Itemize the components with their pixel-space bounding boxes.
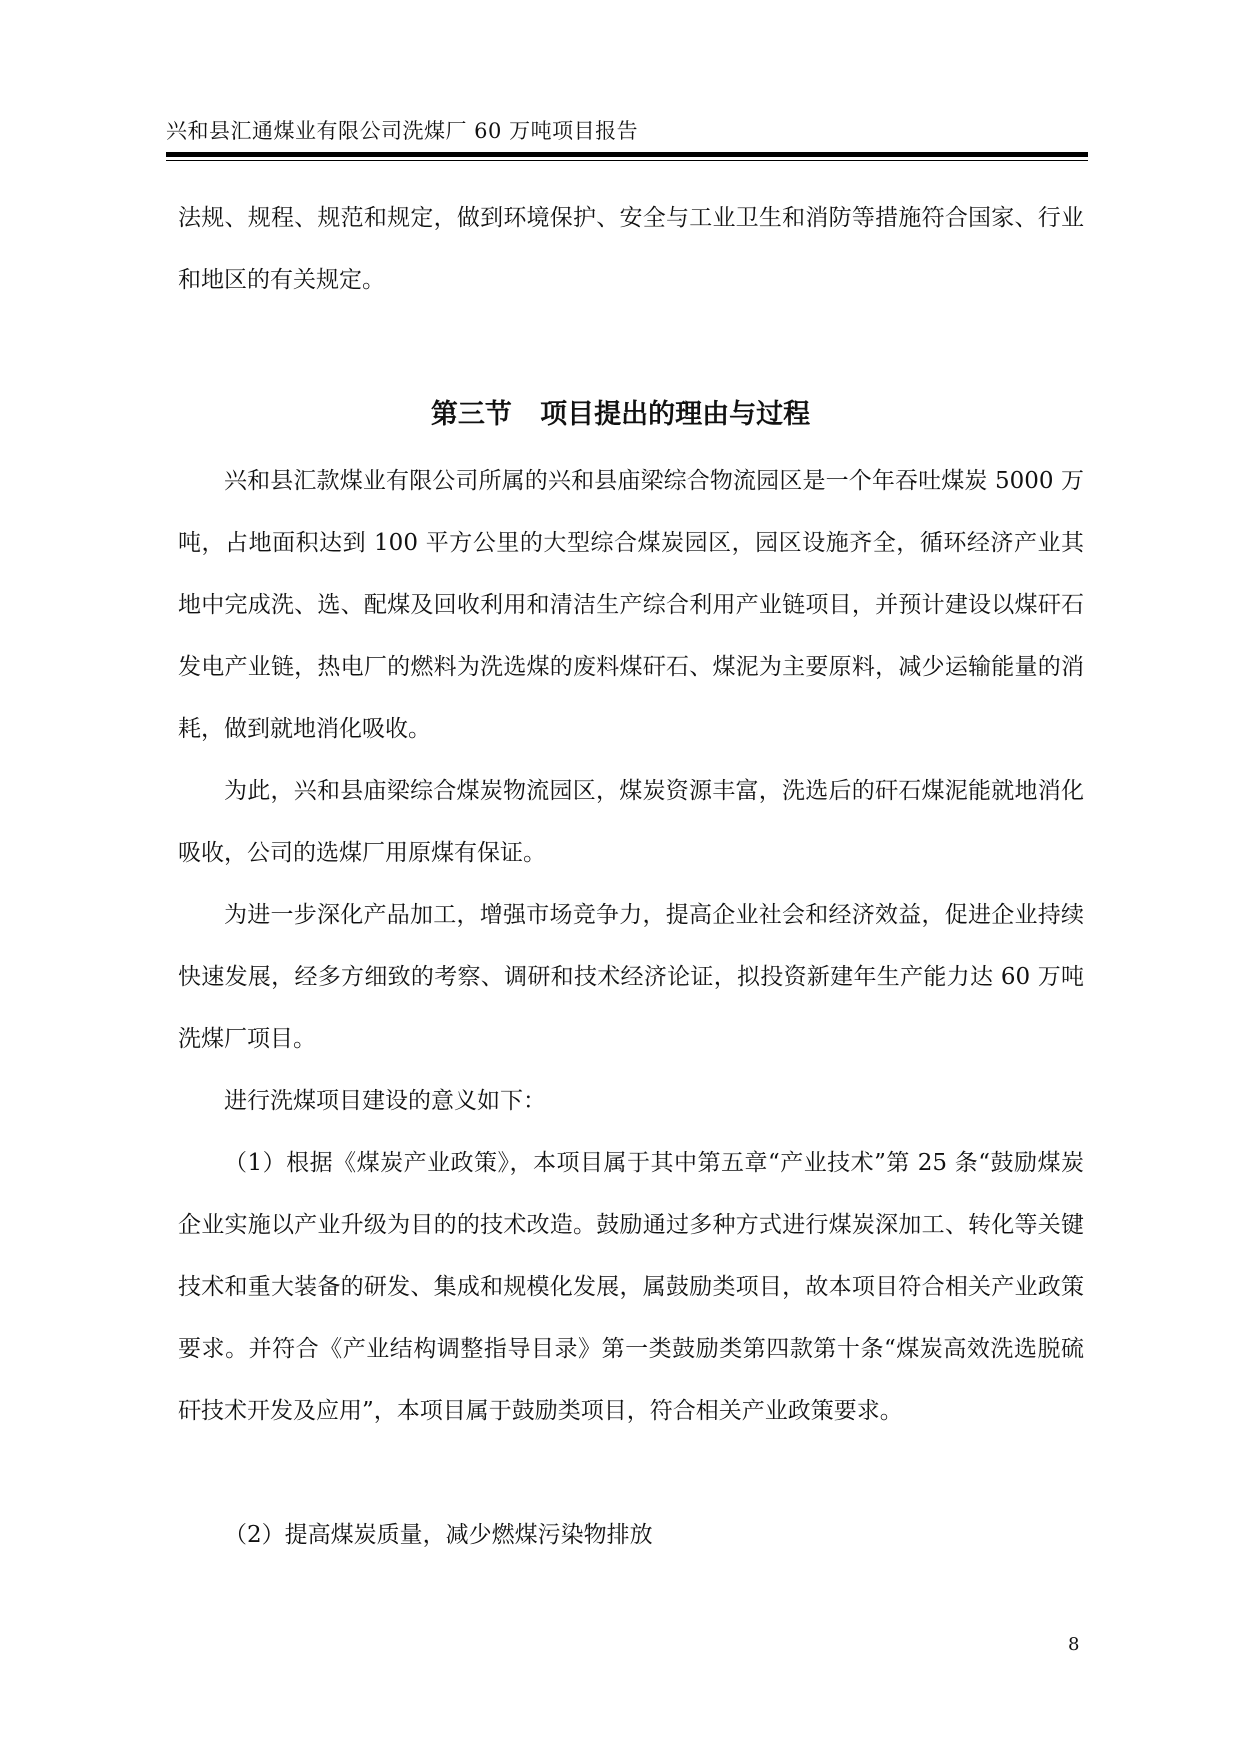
header-rule-thick [166, 152, 1088, 157]
page-number: 8 [1068, 1634, 1080, 1655]
paragraph-item-2: （2）提高煤炭质量，减少燃煤污染物排放 [224, 1522, 653, 1548]
paragraph-significance-intro: 进行洗煤项目建设的意义如下： [224, 1088, 546, 1114]
section-title: 第三节 项目提出的理由与过程 [430, 399, 811, 430]
paragraph-resources: 为此，兴和县庙梁综合煤炭物流园区，煤炭资源丰富，洗选后的矸石煤泥能就地消化吸收，公司的选煤厂用原煤有保证。 [178, 778, 1084, 866]
paragraph-continuation: 法规、规程、规范和规定，做到环境保护、安全与工业卫生和消防等措施符合国家、行业和地区的有关规定。 [178, 205, 1084, 293]
paragraph-background: 兴和县汇款煤业有限公司所属的兴和县庙梁综合物流园区是一个年吞吐煤炭 5000 万吨，占地面积达到 100 平方公里的大型综合煤炭园区，园区设施齐全，循环经济产业其地中完成洗、选、配煤及回收利用和清洁生产综合利用产业链项目，并预计建设以煤矸石发电产业链，热电厂的燃料为洗选煤的废料煤矸石、煤泥为主要原料，减少运输能量的消耗，做到就地消化吸收。 [178, 468, 1084, 742]
paragraph-item-1: （1）根据《煤炭产业政策》，本项目属于其中第五章“产业技术”第 25 条“鼓励煤炭企业实施以产业升级为目的的技术改造。鼓励通过多种方式进行煤炭深加工、转化等关键技术和重大装备的研发、集成和规模化发展，属鼓励类项目，故本项目符合相关产业政策要求。并符合《产业结构调整指导目录》第一类鼓励类第四款第十条“煤炭高效洗选脱硫矸技术开发及应用”，本项目属于鼓励类项目，符合相关产业政策要求。 [178, 1150, 1084, 1424]
header-title: 兴和县汇通煤业有限公司洗煤厂 60 万吨项目报告 [166, 119, 639, 143]
paragraph-investment: 为进一步深化产品加工，增强市场竞争力，提高企业社会和经济效益，促进企业持续快速发展，经多方细致的考察、调研和技术经济论证，拟投资新建年生产能力达 60 万吨洗煤厂项目。 [178, 902, 1084, 1052]
header-rule-thin [166, 160, 1088, 161]
